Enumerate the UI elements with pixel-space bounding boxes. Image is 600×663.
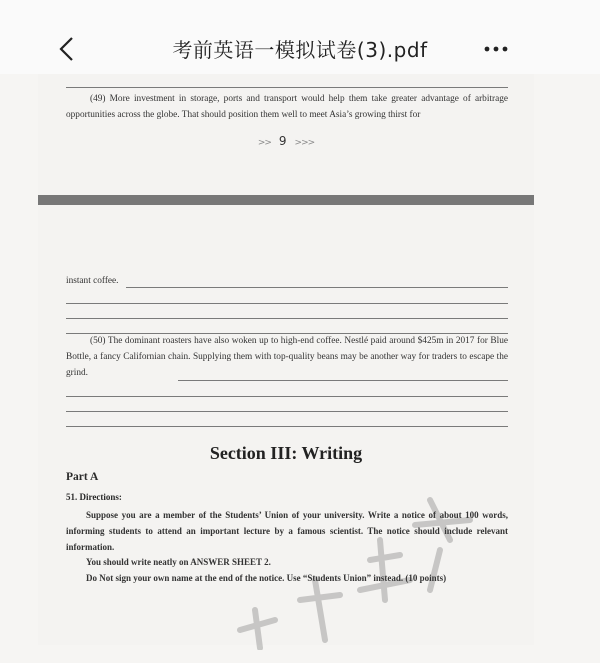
document-title: 考前英语一模拟试卷(3).pdf [172, 38, 428, 62]
section-title: Section III: Writing [209, 443, 363, 463]
answer-line [66, 396, 508, 397]
answer-sheet-note: You should write neatly on ANSWER SHEET 2. [86, 557, 271, 567]
answer-line [66, 318, 508, 319]
directions-text: Suppose you are a member of the Students’ Union of your university. Write a notice of about 100 words, informing students to attend an important lecture by a famous scientist. The notice should include relevant information. [66, 510, 508, 552]
top-bar [0, 0, 600, 74]
answer-line [178, 380, 508, 381]
answer-line [66, 87, 508, 88]
page-left-chevrons: >> [257, 138, 271, 148]
pdf-page-1[interactable] [38, 74, 534, 195]
answer-line [66, 303, 508, 304]
answer-line [66, 426, 508, 427]
part-a-heading: Part A [66, 471, 99, 483]
page-number: 9 [278, 134, 287, 148]
answer-line [126, 287, 508, 288]
question-49-text: (49) More investment in storage, ports and transport would help them take greater advantage of arbitrage opportunities across the globe. That should position them well to meet Asia’s growing thirst for [66, 94, 508, 120]
page-right-chevrons: >>> [294, 138, 315, 148]
question-49-continued: instant coffee. [66, 276, 119, 286]
signature-note: Do Not sign your own name at the end of the notice. Use “Students Union” instead. (10 points) [86, 573, 447, 583]
pdf-page-2[interactable] [38, 205, 534, 645]
page-indicator [38, 134, 534, 148]
directions-label: 51. Directions: [66, 492, 122, 502]
more-dots-icon[interactable] [484, 46, 508, 52]
page-separator [38, 195, 534, 205]
answer-line [66, 411, 508, 412]
question-50-text: (50) The dominant roasters have also woken up to high-end coffee. Nestlé paid around $425m in 2017 for Blue Bottle, a fancy Californian chain. Supplying them with top-quality beans may be another way for traders to escape the grind. [66, 336, 508, 378]
